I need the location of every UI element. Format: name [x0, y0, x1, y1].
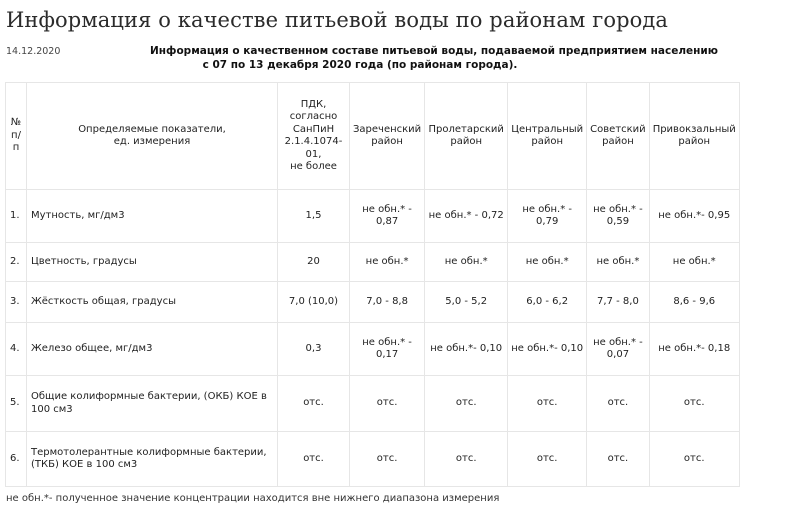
- value-cell: отс.: [425, 376, 508, 432]
- indicator-cell: Цветность, градусы: [27, 243, 278, 282]
- table-row: [6, 432, 740, 487]
- value-cell: не обн.*- 0,10: [508, 323, 587, 376]
- value-cell: не обн.* - 0,87: [350, 190, 425, 243]
- header-number: № п/ п: [6, 83, 27, 190]
- row-number: 1.: [6, 190, 27, 243]
- value-cell: отс.: [508, 432, 587, 487]
- pdk-cell: 0,3: [278, 323, 350, 376]
- value-cell: 6,0 - 6,2: [508, 282, 587, 323]
- indicator-cell: Мутность, мг/дм3: [27, 190, 278, 243]
- header-district-proletarsky: Пролетарский район: [425, 83, 508, 190]
- footnote: не обн.*- полученное значение концентрации находится вне нижнего диапазона измерения: [6, 493, 500, 504]
- value-cell: отс.: [649, 432, 739, 487]
- table-header-row: [6, 83, 740, 190]
- value-cell: отс.: [587, 432, 650, 487]
- document-heading-line: с 07 по 13 декабря 2020 года (по районам города).: [202, 59, 518, 71]
- header-pdk: ПДК, согласно СанПиН 2.1.4.1074- 01, не более: [278, 83, 350, 190]
- value-cell: не обн.*- 0,10: [425, 323, 508, 376]
- value-cell: 8,6 - 9,6: [649, 282, 739, 323]
- value-cell: не обн.* - 0,07: [587, 323, 650, 376]
- document-heading: [150, 44, 718, 72]
- value-cell: 7,7 - 8,0: [587, 282, 650, 323]
- value-cell: не обн.*: [425, 243, 508, 282]
- value-cell: не обн.* - 0,79: [508, 190, 587, 243]
- value-cell: отс.: [350, 376, 425, 432]
- value-cell: не обн.*- 0,18: [649, 323, 739, 376]
- value-cell: не обн.* - 0,17: [350, 323, 425, 376]
- pdk-cell: отс.: [278, 432, 350, 487]
- value-cell: отс.: [649, 376, 739, 432]
- indicator-cell: Термотолерантные колиформные бактерии, (ТКБ) КОЕ в 100 см3: [27, 432, 278, 487]
- publish-date: 14.12.2020: [6, 46, 61, 57]
- row-number: 2.: [6, 243, 27, 282]
- table-row: [6, 323, 740, 376]
- value-cell: не обн.* - 0,72: [425, 190, 508, 243]
- indicator-cell: Жёсткость общая, градусы: [27, 282, 278, 323]
- value-cell: не обн.*: [508, 243, 587, 282]
- header-indicator: Определяемые показатели, ед. измерения: [27, 83, 278, 190]
- value-cell: отс.: [508, 376, 587, 432]
- water-quality-table: [5, 82, 740, 487]
- header-district-privokzalny: Привокзальный район: [649, 83, 739, 190]
- table-row: [6, 190, 740, 243]
- pdk-cell: 1,5: [278, 190, 350, 243]
- value-cell: 7,0 - 8,8: [350, 282, 425, 323]
- value-cell: отс.: [587, 376, 650, 432]
- value-cell: не обн.*: [649, 243, 739, 282]
- value-cell: не обн.*: [350, 243, 425, 282]
- pdk-cell: 20: [278, 243, 350, 282]
- value-cell: не обн.*- 0,95: [649, 190, 739, 243]
- row-number: 5.: [6, 376, 27, 432]
- row-number: 3.: [6, 282, 27, 323]
- page-title: Информация о качестве питьевой воды по районам города: [6, 8, 669, 32]
- value-cell: не обн.* - 0,59: [587, 190, 650, 243]
- header-district-tsentralny: Центральный район: [508, 83, 587, 190]
- value-cell: не обн.*: [587, 243, 650, 282]
- value-cell: 5,0 - 5,2: [425, 282, 508, 323]
- table-row: [6, 282, 740, 323]
- header-district-zarechensky: Зареченский район: [350, 83, 425, 190]
- pdk-cell: 7,0 (10,0): [278, 282, 350, 323]
- pdk-cell: отс.: [278, 376, 350, 432]
- header-district-sovetsky: Советский район: [587, 83, 650, 190]
- row-number: 6.: [6, 432, 27, 487]
- row-number: 4.: [6, 323, 27, 376]
- document-heading-line: Информация о качественном составе питьевой воды, подаваемой предприятием населению: [150, 45, 718, 57]
- table-row: [6, 376, 740, 432]
- value-cell: отс.: [350, 432, 425, 487]
- indicator-cell: Железо общее, мг/дм3: [27, 323, 278, 376]
- table-row: [6, 243, 740, 282]
- value-cell: отс.: [425, 432, 508, 487]
- indicator-cell: Общие колиформные бактерии, (ОКБ) КОЕ в 100 см3: [27, 376, 278, 432]
